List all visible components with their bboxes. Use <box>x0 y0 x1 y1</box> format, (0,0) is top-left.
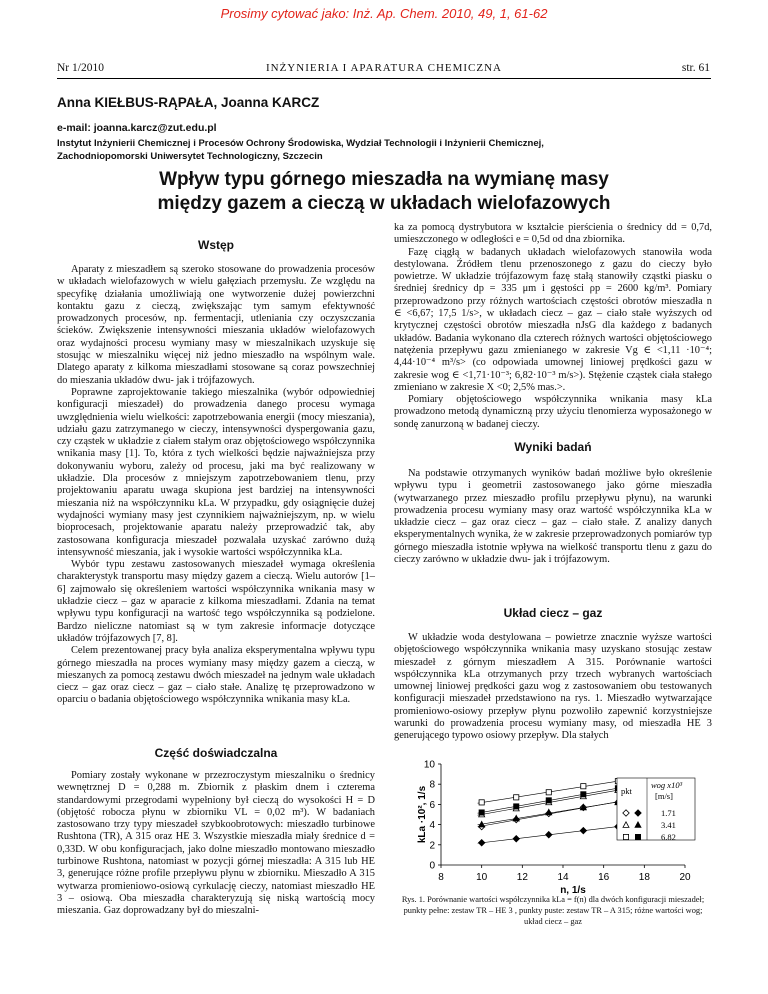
section-heading-czesc: Część doświadczalna <box>154 746 278 760</box>
title-line: między gazem a cieczą w układach wielofazowych <box>157 193 611 214</box>
citation-note: Prosimy cytować jako: Inż. Ap. Chem. 2010, 49, 1, 61-62 <box>220 6 548 21</box>
y-tick-label: 8 <box>429 779 435 791</box>
y-axis-label: kLa ·10², 1/s <box>417 785 428 844</box>
paragraph: Poprawne zaprojektowanie takiego mieszalnika (wybór odpowiedniej konfiguracji mieszadeł) do prowadzenia danego procesu wymaga uwzględnienia wielu wielkości: zapotrzebowania energii (mocy mieszania), udziału gazu zatrzymanego w cieczy, intensywności dyspergowania gazu, czy cząstek w układzie z ciałem stałym oraz objętościowego współczynnika wnikania masy [1]. To, która z tych wielkości będzie najważniejsza przy dokonywaniu wyboru, zależy od procesu, jaki ma być realizowany w układzie. Dla procesów z mniejszym zapotrzebowaniem tlenu, przy projektowaniu aparatu uwaga skupiona jest bardziej na intensywności mieszania niż na współczynniku kLa. W przypadku, gdy osiągnięcie dużej wydajności wymiany masy jest czynnikiem najważniejszym, np. w wielu bioprocesach, projektowanie aparatu należy przeprowadzić tak, aby zastosowana konfiguracja mieszadeł pozwalała uzyskać zarówno dużą intensywność mieszania, jak i wysokie wartości współczynnika kLa. <box>57 386 375 558</box>
journal-name: INŻYNIERIA I APARATURA CHEMICZNA <box>265 62 503 74</box>
paragraph: Pomiary objętościowego współczynnika wnikania masy kLa prowadzono metodą dynamiczną przy użyciu tlenomierza wyposażonego w sondę zanurzoną w badanej cieczy. <box>394 394 712 430</box>
data-point-square <box>581 792 586 797</box>
section-body-wyniki <box>394 468 712 566</box>
x-tick-label: 18 <box>638 872 650 883</box>
data-point-square <box>546 798 551 803</box>
section-body-continued <box>394 222 712 431</box>
affiliation <box>57 138 707 163</box>
data-point-triangle <box>479 821 485 827</box>
paragraph: W układzie woda destylowana – powietrze znacznie wyższe wartości objętościowego współczynnika wnikania masy uzyskano stosując zestaw mieszadeł z górnym mieszadłem A 315. Porównanie wartości współczynnika kLa otrzymanych przy trzech wybranych wartościach umownej liniowej prędkości gazu wog z zastosowaniem obu testowanych konfiguracji mieszadeł przedstawiono na rys. 1. Mieszadło wytwarzające promieniowo-osiowy przepływ płynu pozwoliło zapewnić korzystniejsze warunki do prowadzenia procesu wymiany masy, od mieszadła HE 3 generującego typowo osiowy przepływ. Dla stałych <box>394 632 712 742</box>
figure-kla-chart <box>385 758 705 896</box>
legend-header-unit: [m/s] <box>655 791 673 801</box>
data-point-diamond <box>580 827 586 833</box>
author-email: e-mail: joanna.karcz@zut.edu.pl <box>57 122 217 134</box>
paragraph: Wybór typu zestawu zastosowanych mieszadeł wymaga określenia charakterystyk transportu masy między gazem a cieczą. Wielu autorów [1–6] zajmowało się określeniem wartości współczynnika wnikania masy w układzie ciecz – gaz w aparacie z kilkoma mieszadłami. Zdania na temat wpływu typu konfiguracji na wartość tego współczynnika są podzielone. Bardzo nieliczne natomiast są w tym zakresie informacje dotyczące układów trójfazowych [7, 8]. <box>57 559 375 644</box>
title-line: Wpływ typu górnego mieszadła na wymianę masy <box>159 169 609 190</box>
paragraph: Fazę ciągłą w badanych układach wielofazowych stanowiła woda destylowana. Źródłem tlenu przenoszonego z gazu do cieczy było powietrze. W układzie trójfazowym fazę stałą stanowiły cząstki piasku o średniej średnicy dp = 335 μm i gęstości ρp = 2600 kg/m³. Pomiary przeprowadzono przy różnych wartościach częstości obrotów mieszadła n ∈ <6,67; 17,5 1/s>, w układach ciecz – gaz – ciało stałe wyższych od krytycznej częstości obrotów mieszadła nJsG dla każdego z badanych układów. Badania wykonano dla czterech różnych wartości objętościowego natężenia przepływu gazu zmienianego w zakresie Vg ∈ <1,11 ·10⁻⁴; 4,44·10⁻⁴ m³/s> (co odpowiada umownej liniowej prędkości gazu w zakresie wog ∈ <1,71·10⁻³; 6,82·10⁻³ m/s>). Stężenie cząstek ciała stałego zmieniano w zakresie X <0; 2,5% mas.>. <box>394 246 712 393</box>
affiliation-line: Zachodniopomorski Uniwersytet Technologiczny, Szczecin <box>57 150 323 162</box>
legend-header-pkt: pkt <box>621 786 632 796</box>
section-body-czesc <box>57 770 375 918</box>
paragraph: Pomiary zostały wykonane w przezroczystym mieszalniku o średnicy wewnętrznej D = 0,288 m. Zbiornik z płaskim dnem i czterema standardowymi przegrodami wypełniony był cieczą do wysokości H = D (objętość robocza płynu w zbiorniku VL = 0,02 m³). W badaniach zastosowano trzy typy mieszadeł szybkoobrotowych: mieszadło turbinowe Rushtona (TR), A 315 oraz HE 3. Wszystkie mieszadła miały średnice d = 0,33D. W obu konfiguracjach, jako dolne mieszadło montowano mieszadło turbinowe Rushtona, natomiast w pozycji górnej mieszadła: A 315 lub HE 3, generujące różne profile przepływu płynu w zbiorniku. Mieszadło A 315 wytwarza promieniowo-osiową cyrkulację cieczy, natomiast mieszadło HE 3 – osiową. Oba mieszadła charakteryzują się niską wartością mocy mieszania. Gaz doprowadzany był do mieszalni- <box>57 770 375 917</box>
data-point-square <box>479 800 484 805</box>
paragraph: ka za pomocą dystrybutora w kształcie pierścienia o średnicy dd = 0,7d, umieszczonego w odległości e = 0,5d od dna zbiornika. <box>394 222 712 246</box>
issue-number: Nr 1/2010 <box>57 62 104 74</box>
y-tick-label: 0 <box>429 860 435 872</box>
x-axis-label: n, 1/s <box>560 885 586 896</box>
section-heading-wyniki: Wyniki badań <box>514 440 592 454</box>
y-tick-label: 2 <box>429 840 435 852</box>
section-heading-uklad: Układ ciecz – gaz <box>503 606 603 620</box>
section-body-wstep <box>57 264 375 707</box>
y-tick-label: 10 <box>423 759 435 771</box>
x-tick-label: 10 <box>476 872 488 883</box>
legend-marker-open-square <box>623 834 628 839</box>
authors: Anna KIEŁBUS-RĄPAŁA, Joanna KARCZ <box>57 95 320 110</box>
legend-value: 1.71 <box>661 808 676 818</box>
legend-value: 3.41 <box>661 820 676 830</box>
section-body-uklad <box>394 632 712 743</box>
data-point-square <box>546 790 551 795</box>
paragraph: Na podstawie otrzymanych wyników badań możliwe było określenie wpływu typu i geometrii zastosowanego jako górne mieszadła (wytwarzanego przez mieszadło profilu przepływu płynu), na warunki prowadzenia procesu wymiany masy oraz wartość współczynnika kLa w układzie ciecz – gaz oraz ciecz – gaz – ciało stałe. Z analizy danych eksperymentalnych wynika, że w zakresie przeprowadzonych pomiarów typ górnego mieszadła istotnie wpływa na wielkość transportu tlenu z gazu do cieczy zarówno w układzie dwu- jak i trójfazowym. <box>394 468 712 566</box>
section-heading-wstep: Wstęp <box>198 238 234 252</box>
x-tick-label: 12 <box>516 872 528 883</box>
x-tick-label: 8 <box>438 872 444 883</box>
page-number: str. 61 <box>681 62 710 74</box>
chart-legend <box>617 778 695 842</box>
data-point-square <box>581 784 586 789</box>
y-tick-label: 6 <box>429 799 435 811</box>
y-tick-label: 4 <box>429 820 435 832</box>
affiliation-line: Instytut Inżynierii Chemicznej i Procesów Ochrony Środowiska, Wydział Technologii i Inżynierii Chemicznej, <box>57 138 544 149</box>
legend-marker-filled-square <box>635 834 640 839</box>
data-point-diamond <box>478 840 484 846</box>
paragraph: Aparaty z mieszadłem są szeroko stosowane do prowadzenia procesów w układach wielofazowych w wielu gałęziach przemysłu. Ze względu na specyfikę działania umożliwiają one wytworzenie dużej powierzchni kontaktu gazu z cieczą, zwiększając tym samym efektywność prowadzonych procesów, np. fermentacji, utleniania czy oczyszczania ścieków. Zwiększenie intensywności mieszania układów wielofazowych oraz wydajności procesu wymiany masy w mieszalnikach uzyskuje się stosując w mieszalniku więcej niż jedno mieszadło na wspólnym wale. Dlatego aparaty z kilkoma mieszadłami stosowane są coraz powszechniej do mieszania układów dwu- jak i trójfazowych. <box>57 264 375 386</box>
legend-value: 6.82 <box>661 832 676 842</box>
data-point-diamond <box>546 832 552 838</box>
x-tick-label: 20 <box>679 872 691 883</box>
x-tick-label: 16 <box>598 872 610 883</box>
data-point-diamond <box>513 836 519 842</box>
paragraph: Celem prezentowanej pracy była analiza eksperymentalna wpływu typu górnego mieszadła na proces wymiany masy między gazem a cieczą, w mieszanych za pomocą zestawu dwóch mieszadeł na jednym wale układach ciecz – gaz oraz ciecz – gaz – ciało stałe. Analizę tę przeprowadzono w oparciu o badania objętościowego współczynnika wnikania masy kLa. <box>57 645 375 706</box>
x-tick-label: 14 <box>557 872 569 883</box>
legend-header-wog: wog x10³ <box>651 780 683 790</box>
figure-caption: Rys. 1. Porównanie wartości współczynnika kLa = f(n) dla dwóch konfiguracji mieszadeł; punkty pełne: zestaw TR – HE 3 , punkty puste: zestaw TR – A 315; różne wartości wog; układ ciecz – gaz <box>401 895 705 926</box>
data-point-square <box>514 804 519 809</box>
data-point-square <box>479 810 484 815</box>
header-rule <box>57 78 711 79</box>
paper-title <box>0 168 768 216</box>
data-point-square <box>514 795 519 800</box>
